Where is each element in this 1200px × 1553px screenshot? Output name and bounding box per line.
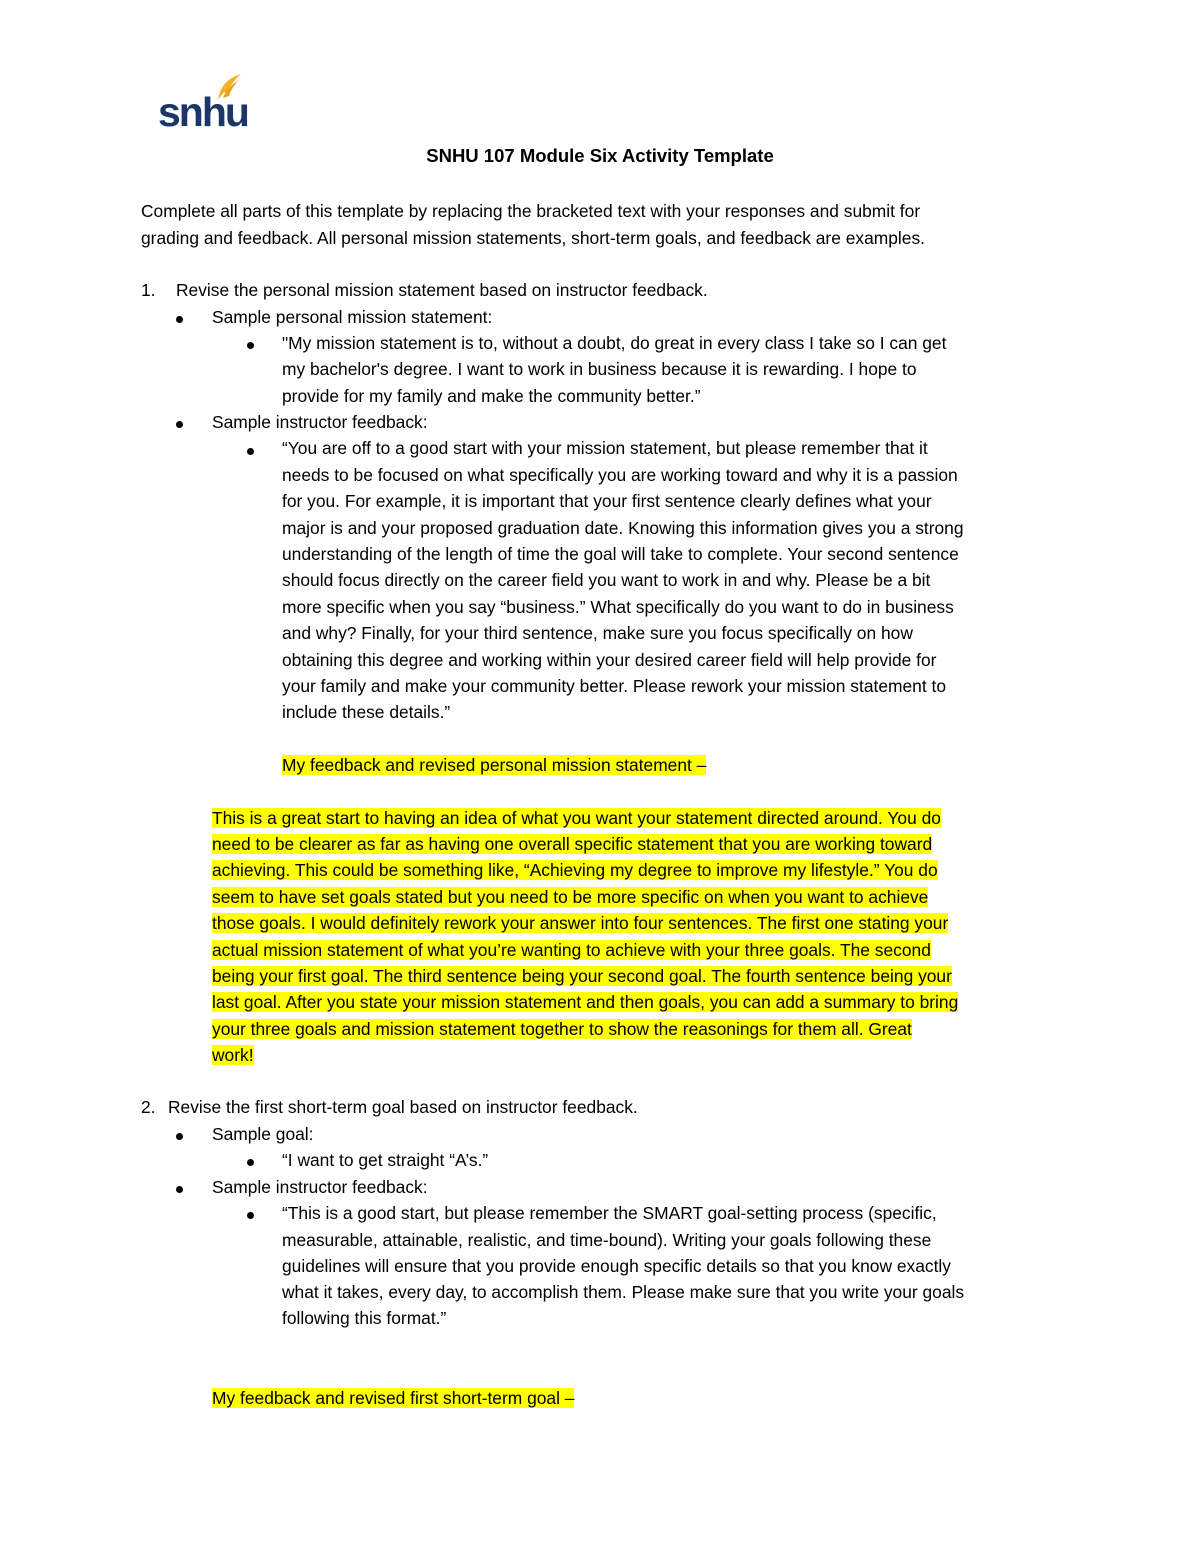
section-2-heading: Revise the first short-term goal based on instructor feedback. <box>168 1097 638 1117</box>
feedback-line: measurable, attainable, realistic, and time-bound). Writing your goals following these <box>282 1230 932 1250</box>
bullet-icon <box>176 1133 183 1140</box>
sample-mission-line: my bachelor's degree. I want to work in business because it is rewarding. I hope to <box>282 359 917 379</box>
sample-feedback-label: Sample instructor feedback: <box>212 412 428 432</box>
feedback-line: guidelines will ensure that you provide enough specific details so that you know exactly <box>282 1256 951 1276</box>
bullet-icon <box>176 1186 183 1193</box>
sample-goal-label: Sample goal: <box>212 1124 314 1144</box>
feedback-line: following this format.” <box>282 1308 447 1328</box>
feedback-line: needs to be focused on what specifically you are working toward and why it is a passion <box>282 465 958 485</box>
response-line: seem to have set goals stated but you need to be more specific on when you want to achieve <box>212 887 929 907</box>
intro-line: Complete all parts of this template by replacing the bracketed text with your responses and submit for <box>141 201 921 221</box>
response-line: work! <box>212 1045 254 1065</box>
response-label: My feedback and revised personal mission statement – <box>282 755 707 775</box>
feedback-line: your family and make your community better. Please rework your mission statement to <box>282 676 947 696</box>
bullet-icon <box>247 448 254 455</box>
response-line: actual mission statement of what you’re wanting to achieve with your three goals. The second <box>212 940 931 960</box>
snhu-logo <box>158 72 248 135</box>
feedback-line: obtaining this degree and working within your desired career field will help provide for <box>282 650 937 670</box>
response-line: being your first goal. The third sentence being your second goal. The fourth sentence being your <box>212 966 952 986</box>
bullet-icon <box>247 1159 254 1166</box>
logo-wordmark: snhu <box>158 89 248 135</box>
bullet-icon <box>176 316 183 323</box>
intro-line: grading and feedback. All personal mission statements, short-term goals, and feedback are examples. <box>141 228 925 248</box>
bullet-icon <box>247 342 254 349</box>
response-line: your three goals and mission statement together to show the reasonings for them all. Great <box>212 1019 912 1039</box>
feedback-line: more specific when you say “business.” What specifically do you want to do in business <box>282 597 954 617</box>
feedback-line: include these details.” <box>282 702 451 722</box>
sample-mission-line: "My mission statement is to, without a doubt, do great in every class I take so I can get <box>282 333 947 353</box>
page-title: SNHU 107 Module Six Activity Template <box>426 145 774 166</box>
response-line: This is a great start to having an idea of what you want your statement directed around. You do <box>212 808 941 828</box>
response-line: need to be clearer as far as having one overall specific statement that you are working toward <box>212 834 933 854</box>
bullet-icon <box>176 421 183 428</box>
section-1-number: 1. <box>141 280 156 300</box>
response-label: My feedback and revised first short-term goal – <box>212 1388 575 1408</box>
feedback-line: major is and your proposed graduation date. Knowing this information gives you a strong <box>282 518 964 538</box>
feedback-line: and why? Finally, for your third sentence, make sure you focus specifically on how <box>282 623 913 643</box>
sample-feedback-label: Sample instructor feedback: <box>212 1177 428 1197</box>
feedback-line: should focus directly on the career field you want to work in and why. Please be a bit <box>282 570 931 590</box>
section-2-number: 2. <box>141 1097 156 1117</box>
feedback-line: understanding of the length of time the goal will take to complete. Your second sentence <box>282 544 959 564</box>
bullet-icon <box>247 1212 254 1219</box>
response-line: those goals. I would definitely rework your answer into four sentences. The first one stating your <box>212 913 949 933</box>
section-1-heading: Revise the personal mission statement based on instructor feedback. <box>176 280 708 300</box>
feedback-line: what it takes, every day, to accomplish them. Please make sure that you write your goals <box>282 1282 965 1302</box>
sample-mission-label: Sample personal mission statement: <box>212 307 493 327</box>
sample-mission-line: provide for my family and make the community better.” <box>282 386 701 406</box>
feedback-line: “This is a good start, but please remember the SMART goal-setting process (specific, <box>282 1203 937 1223</box>
response-line: achieving. This could be something like, “Achieving my degree to improve my lifestyle.” You do <box>212 860 938 880</box>
sample-goal-line: “I want to get straight “A’s.” <box>282 1150 489 1170</box>
response-line: last goal. After you state your mission statement and then goals, you can add a summary to bring <box>212 992 959 1012</box>
feedback-line: for you. For example, it is important that your first sentence clearly defines what your <box>282 491 932 511</box>
feedback-line: “You are off to a good start with your mission statement, but please remember that it <box>282 438 928 458</box>
